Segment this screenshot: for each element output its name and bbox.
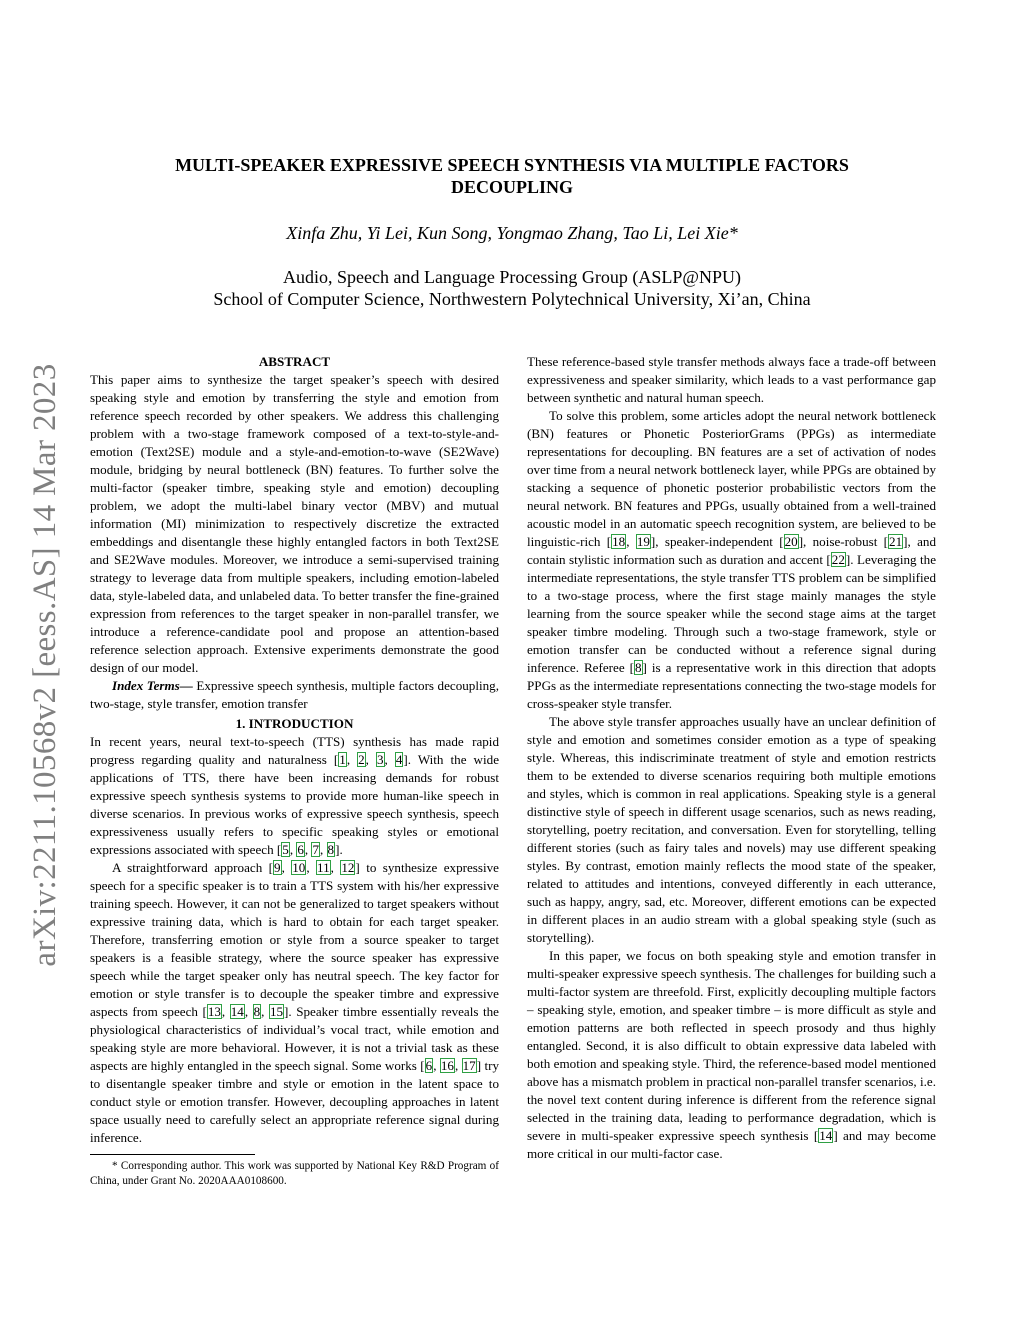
arxiv-identifier: arXiv:2211.10568v2 [eess.AS] 14 Mar 2023	[27, 363, 63, 967]
affiliation-line-1: Audio, Speech and Language Processing Group (ASLP@NPU)	[282, 267, 741, 287]
right-column	[527, 353, 936, 1163]
footnote: * Corresponding author. This work was supported by National Key R&D Program of China, under Grant No. 2020AAA0108600.	[90, 1160, 499, 1187]
intro-paragraph-1: In recent years, neural text-to-speech (TTS) synthesis has made rapid progress regarding quality and naturalness [1, 2, 3, 4]. With the wide applications of TTS, there have been increasing demands for robust expressive speech synthesis systems to provide more human-like speech in diverse scenarios. In previous works of expressive speech synthesis, speech expressiveness usually refers to specific speaking styles or emotional expressions associated with speech [5, 6, 7, 8].	[90, 734, 500, 857]
citation-link[interactable]: 14	[819, 1128, 833, 1143]
citation-link[interactable]: 6	[425, 1058, 433, 1073]
citation-link[interactable]: 15	[269, 1004, 284, 1019]
citation-link[interactable]: 7	[312, 842, 319, 857]
index-terms	[90, 677, 499, 713]
right-paragraph-1: These reference-based style transfer methods always face a trade-off between expressiveness and speaker similarity, which leads to a vast performance gap between synthetic and natural human speech.	[527, 354, 936, 405]
citation-link[interactable]: 4	[395, 752, 403, 767]
affiliation-line-2: School of Computer Science, Northwestern Polytechnical University, Xi’an, China	[213, 289, 811, 309]
citation-link[interactable]: 5	[282, 842, 289, 857]
citation-link[interactable]: 18	[612, 534, 626, 549]
citation-link[interactable]: 1	[339, 752, 346, 767]
citation-link[interactable]: 8	[327, 842, 335, 857]
right-paragraph-4: In this paper, we focus on both speaking style and emotion transfer in multi-speaker expressive speech synthesis. The challenges for building such a multi-factor system are threefold. First, explicitly decoupling multiple factors – speaking style, emotion, and speaker timbre – is more difficult as style and emotion patterns are both reflected in speech prosody and thus highly entangled. Second, it is also difficult to obtain expressive data labeled with both emotion and speaking style. Third, the reference-based model mentioned above has a mismatch problem in practical non-parallel transfer scenarios, i.e. the novel text content during inference is different from the reference signal selected in the training data, leading to performance degradation, which is severe in multi-speaker expressive speech synthesis [14] and may become more critical in our multi-factor case.	[527, 948, 936, 1161]
abstract-heading: ABSTRACT	[258, 354, 331, 369]
citation-link[interactable]: 17	[462, 1058, 476, 1073]
right-paragraph-2: To solve this problem, some articles adopt the neural network bottleneck (BN) features or Phonetic PosteriorGrams (PPGs) as intermediate representations for decoupling. BN features are a set of activation of nodes over time from a neural network bottleneck layer, while PPGs are obtained by stacking a sequence of phonetic posterior probabilistic vectors from the neural network. BN features and PPGs, usually obtained from a well-trained acoustic model in an automatic speech recognition system, are believed to be linguistic-rich [18, 19], speaker-independent [20], noise-robust [21], and contain stylistic information such as duration and accent [22]. Leveraging the intermediate representations, the style transfer TTS problem can be simplified to a two-stage process, where the first stage mainly manages the style learning from the source speaker while the second stage aims at the target speaker timbre modeling. Through such a two-stage framework, style or emotion transfer can be conducted without a reference signal during inference. Referee [8] is a representative work in this direction that adopts PPGs as the intermediate representations connecting the two-stage models for cross-speaker style transfer.	[527, 408, 937, 711]
left-column	[90, 353, 499, 1189]
citation-link[interactable]: 6	[297, 842, 304, 857]
affiliation	[100, 266, 924, 310]
index-terms-text: Expressive speech synthesis, multiple factors decoupling, two-stage, style transfer, emotion transfer	[90, 678, 499, 711]
author-list: Xinfa Zhu, Yi Lei, Kun Song, Yongmao Zhang, Tao Li, Lei Xie*	[286, 223, 738, 243]
citation-link[interactable]: 21	[889, 534, 903, 549]
citation-link[interactable]: 20	[784, 534, 798, 549]
intro-heading: 1. INTRODUCTION	[235, 716, 354, 731]
index-terms-label: Index Terms—	[112, 678, 193, 693]
right-paragraph-3: The above style transfer approaches usually have an unclear definition of style and emotion and sometimes consider emotion as a type of speaking style. Whereas, this indiscriminate treatment of style and emotion restricts them to be extended to diverse scenarios requiring both multiple emotions and styles, which is common in real applications. Speaking style is a general distinctive style of speech in different usage scenarios, such as news reading, storytelling, poetry recitation, and conversation. Even for storytelling, telling different stories (such as fairy tales and novels) may use different speaking styles. By contrast, emotion mainly reflects the mood state of the speaker, related to attitudes and intentions, conveyed differently in each utterance, such as happy, angry, sad, etc. Moreover, different emotions can be expected in different places in an audio stream with a global speaking style (such as storytelling).	[527, 714, 936, 945]
citation-link[interactable]: 9	[274, 860, 281, 875]
citation-link[interactable]: 8	[634, 660, 642, 675]
citation-link[interactable]: 19	[636, 534, 650, 549]
citation-link[interactable]: 10	[292, 860, 306, 875]
footnote-rule	[90, 1154, 255, 1155]
citation-link[interactable]: 3	[376, 752, 384, 767]
arxiv-sidebar	[20, 335, 70, 995]
citation-link[interactable]: 13	[207, 1004, 221, 1019]
abstract-text: This paper aims to synthesize the target speaker’s speech with desired speaking style and emotion by transferring the style and emotion from reference speech recorded by other speakers. We address this challenging problem with a two-stage framework composed of a text-to-style-and-emotion (Text2SE) module and a style-and-emotion-to-wave (SE2Wave) module, bridging by neural bottleneck (BN) features. To further solve the multi-factor (speaker timbre, speaking style and emotion) decoupling problem, we adopt the multi-label binary vector (MBV) and mutual information (MI) minimization to respectively discretize the extracted embeddings and disentangle these highly entangled factors in both Text2SE and SE2Wave modules. Moreover, we introduce a semi-supervised training strategy to leverage data from multiple speakers, including emotion-labeled data, style-labeled data, and unlabeled data. To better transfer the fine-grained expression from references to the target speaker in non-parallel transfer, we introduce a reference-candidate pool and propose an attention-based reference selection approach. Extensive experiments demonstrate the good design of our model.	[90, 372, 499, 675]
citation-link[interactable]: 2	[358, 752, 365, 767]
citation-link[interactable]: 8	[253, 1004, 261, 1019]
citation-link[interactable]: 11	[317, 860, 330, 875]
intro-paragraph-2: A straightforward approach [9, 10, 11, 12] to synthesize expressive speech for a specific speaker is to train a TTS system with his/her expressive training speech. However, it can not be generalized to target speakers without expressive training data, which is hard to obtain for each target speaker. Therefore, transferring emotion or style from a source speaker to target speakers is a feasible strategy, where the source speaker has expressive speech while the target speaker only has neutral speech. The key factor for emotion or style transfer is to decouple the speaker timbre and expressive aspects from speech [13, 14, 8, 15]. Speaker timbre essentially reveals the physiological characteristics of individual’s vocal tract, while emotion and speaking style are more behavioral. However, it is not a trivial task as these aspects are highly entangled in the speech signal. Some works [6, 16, 17] try to disentangle speaker timbre and style or emotion in the latent space to conduct style or emotion transfer. However, decoupling approaches in latent space usually need to carefully select an appropriate reference signal during inference.	[90, 860, 500, 1145]
citation-link[interactable]: 14	[230, 1004, 244, 1019]
citation-link[interactable]: 16	[440, 1058, 454, 1073]
citation-link[interactable]: 22	[831, 552, 845, 567]
citation-link[interactable]: 12	[341, 860, 355, 875]
paper-title: MULTI-SPEAKER EXPRESSIVE SPEECH SYNTHESIS VIA MULTIPLE FACTORS DECOUPLING	[175, 155, 849, 197]
